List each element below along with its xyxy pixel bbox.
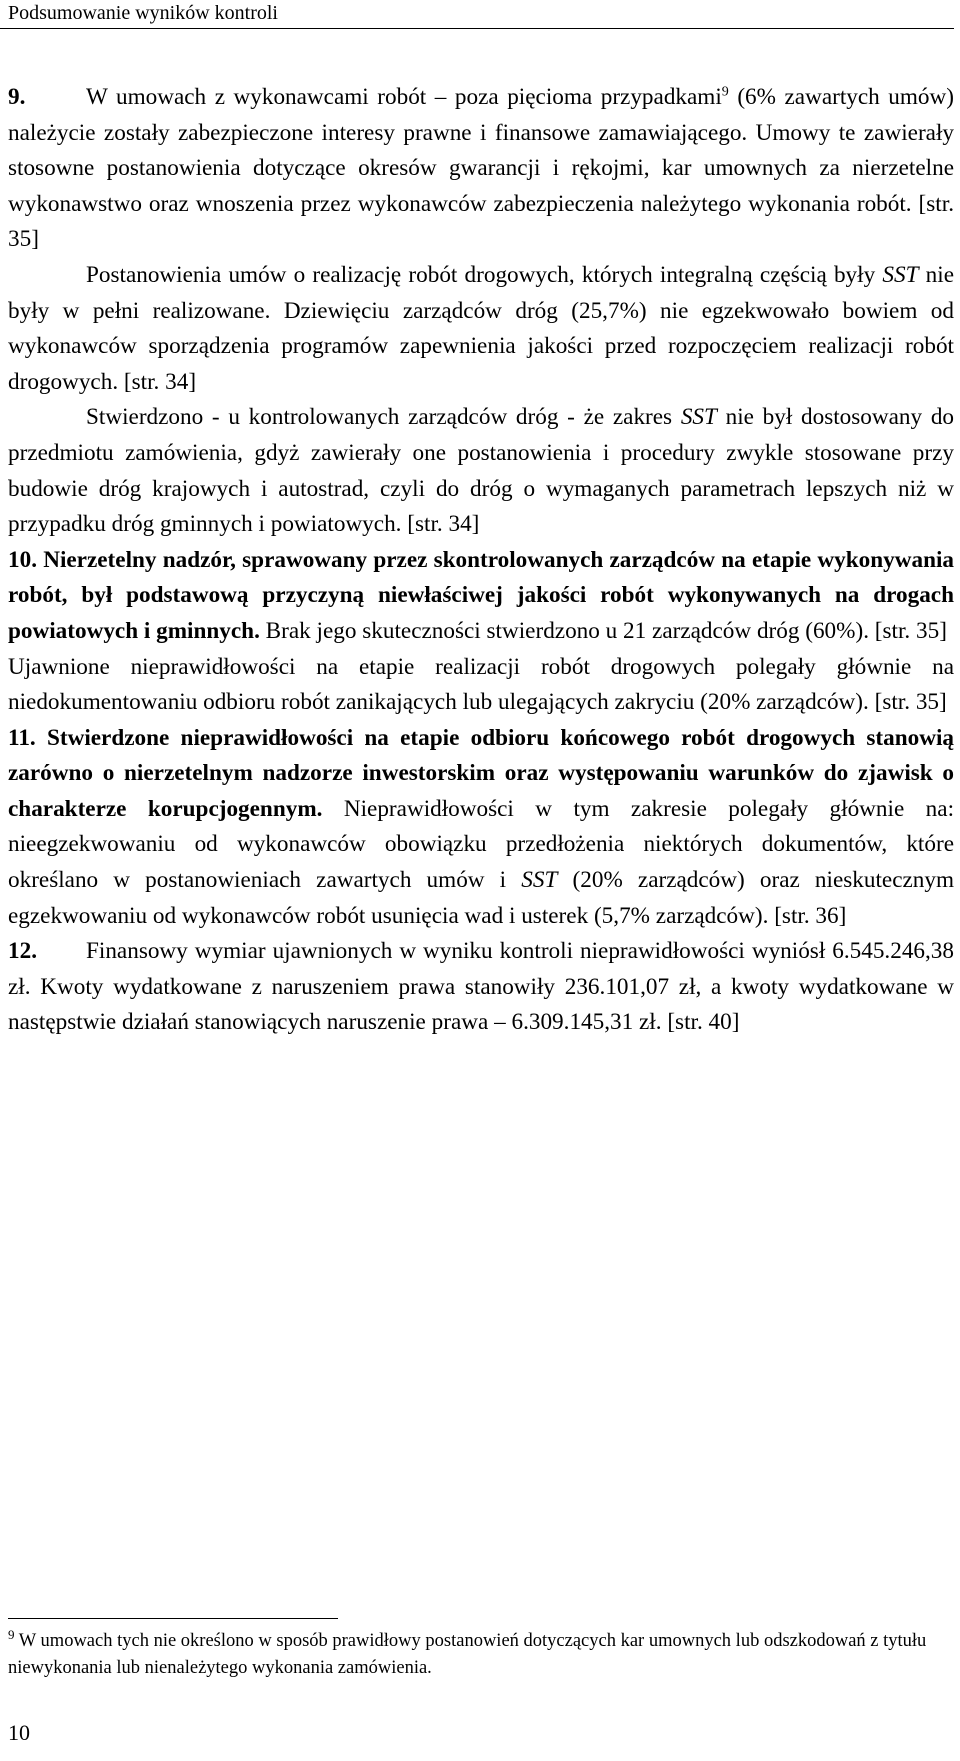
header-rule: [0, 28, 954, 29]
paragraph-9-3: [8, 400, 954, 542]
item-number: 11.: [8, 724, 36, 751]
paragraph-text: nie były w pełni realizowane. Dziewięciu zarządców dróg (25,7%) nie egzekwowało bowiem od wykonawców sporządzenia programów zapewnienia jakości przed rozpoczęciem realizacji robót drogowych. [str. 34]: [8, 261, 954, 395]
page-number: 10: [8, 1720, 30, 1745]
paragraph-11: [8, 721, 954, 935]
paragraph-text: nie był dostosowany do przedmiotu zamówienia, gdyż zawierały one postanowienia i procedury zwykle stosowane przy budowie dróg krajowych i autostrad, czyli do dróg o wymaganych parametrach lepszych niż w przypadku dróg gminnych i powiatowych. [str. 34]: [8, 404, 955, 538]
paragraph-text: Ujawnione nieprawidłowości na etapie realizacji robót drogowych polegały głównie na niedokumentowaniu odbioru robót zanikających lub ulegających zakryciu (20% zarządców). [str. 35]: [8, 653, 954, 716]
paragraph-10-2: [8, 650, 954, 721]
bold-finding: Nierzetelny nadzór, sprawowany przez skontrolowanych zarządców na etapie wykonywania robót, był podstawową przyczyną niewłaściwej jakości robót wykonywanych na drogach powiatowych i gminnych.: [8, 546, 955, 644]
sst-term: SST: [680, 404, 717, 431]
sst-term: SST: [882, 261, 919, 288]
document-body: [8, 80, 954, 1041]
paragraph-text: W umowach z wykonawcami robót – poza pięcioma przypadkami: [86, 84, 722, 110]
footnote-separator: [8, 1618, 338, 1619]
footnote: [8, 1628, 954, 1682]
footnote-mark: 9: [8, 1626, 15, 1642]
running-header: Podsumowanie wyników kontroli: [8, 2, 278, 24]
paragraph-text: Postanowienia umów o realizację robót drogowych, których integralną częścią były: [86, 261, 876, 288]
footnote-text: W umowach tych nie określono w sposób prawidłowy postanowień dotyczących kar umownych lub odszkodowań z tytułu niewykonania lub nienależytego wykonania zamówienia.: [8, 1631, 927, 1678]
bold-finding: Stwierdzone nieprawidłowości na etapie odbioru końcowego robót drogowych stanowią zarówno o nierzetelnym nadzorze inwestorskim oraz występowaniu warunków do zjawisk o charakterze korupcjogennym.: [8, 724, 954, 822]
paragraph-9-2: [8, 258, 954, 400]
paragraph-10: [8, 543, 954, 650]
sst-term: SST: [521, 867, 558, 894]
footnote-ref[interactable]: 9: [721, 84, 729, 100]
paragraph-text: Brak jego skuteczności stwierdzono u 21 zarządców dróg (60%). [str. 35]: [265, 617, 947, 644]
paragraph-9: [8, 80, 954, 258]
paragraph-12: [8, 934, 954, 1041]
item-number: 12.: [8, 938, 37, 965]
paragraph-text: Finansowy wymiar ujawnionych w wyniku kontroli nieprawidłowości wyniósł 6.545.246,38 zł. Kwoty wydatkowane z naruszeniem prawa stanowiły 236.101,07 zł, a kwoty wydatkowane w następstwie działań stanowiących naruszenie prawa – 6.309.145,31 zł. [str. 40]: [8, 938, 954, 1036]
paragraph-text: (6% zawartych umów) należycie zostały zabezpieczone interesy prawne i finansowe zamawiającego. Umowy te zawierały stosowne postanowienia dotyczące okresów gwarancji i rękojmi, kar umownych za nierzetelne wykonawstwo oraz wnoszenia przez wykonawców zabezpieczenia należytego wykonania robót. [str. 35]: [8, 84, 954, 253]
paragraph-text: Nieprawidłowości w tym zakresie polegały głównie na: nieegzekwowaniu od wykonawców obowiązku przedłożenia niektórych dokumentów, które określano w postanowieniach zawartych umów i: [8, 795, 955, 894]
item-number: 9.: [8, 84, 26, 110]
paragraph-text: (20% zarządców) oraz nieskutecznym egzekwowaniu od wykonawców robót usunięcia wad i usterek (5,7% zarządców). [str. 36]: [8, 867, 955, 929]
paragraph-text: Stwierdzono - u kontrolowanych zarządców dróg - że zakres: [86, 404, 673, 431]
item-number: 10.: [8, 546, 37, 573]
